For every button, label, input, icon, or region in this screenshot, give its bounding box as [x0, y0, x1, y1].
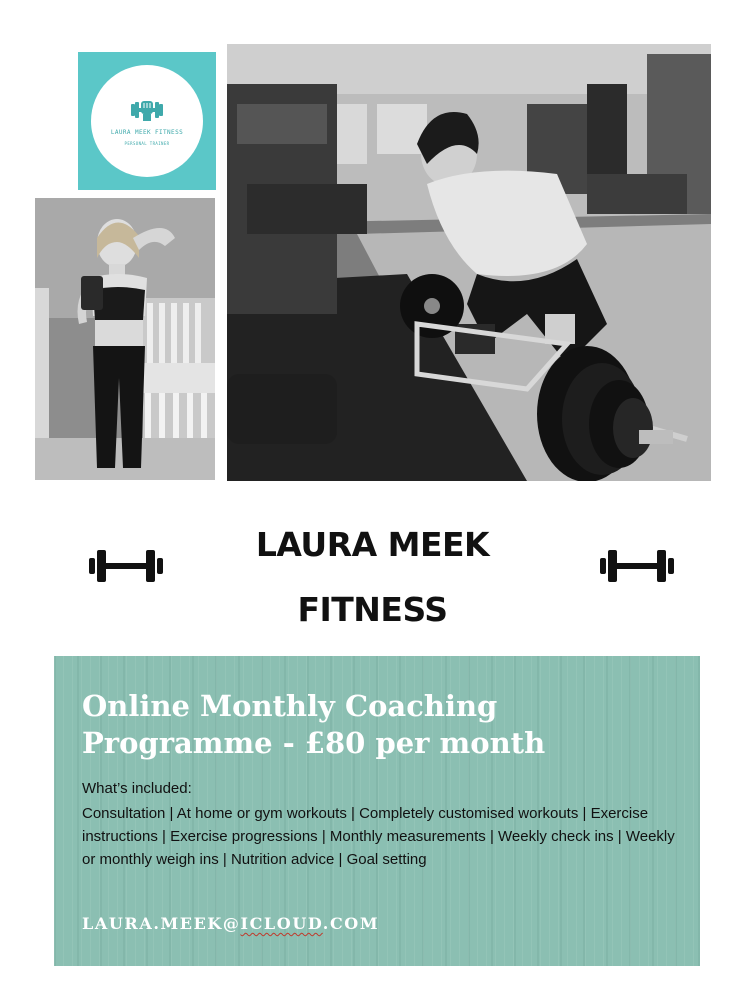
email-domain: ICLOUD [240, 914, 323, 933]
logo-badge [91, 65, 203, 177]
email-user: LAURA.MEEK@ [82, 914, 241, 933]
coaching-offer-panel [54, 656, 700, 966]
email-tld: .COM [322, 914, 380, 933]
offer-heading: Online Monthly Coaching Programme - £80 per month [82, 689, 546, 760]
logo-name: LAURA MEEK FITNESS [110, 128, 184, 136]
included-list: Consultation | At home or gym workouts | Completely customised workouts | Exercise instructions | Exercise progressions | Monthly measurements | Weekly check ins | Weekly or monthly weigh ins | Nutrition advice | Goal setting [82, 805, 675, 868]
logo-tile [78, 52, 216, 190]
contact-email[interactable] [82, 914, 379, 933]
included-intro: What’s included: [82, 780, 192, 797]
logo-subtitle: PERSONAL TRAINER [124, 140, 170, 146]
fist-dumbbell-icon [130, 97, 164, 123]
page-title-line-1: LAURA MEEK [255, 525, 490, 564]
mirror-selfie-photo [35, 198, 215, 480]
page-title-line-2: FITNESS [297, 590, 448, 629]
deadlift-gym-photo [227, 44, 711, 481]
